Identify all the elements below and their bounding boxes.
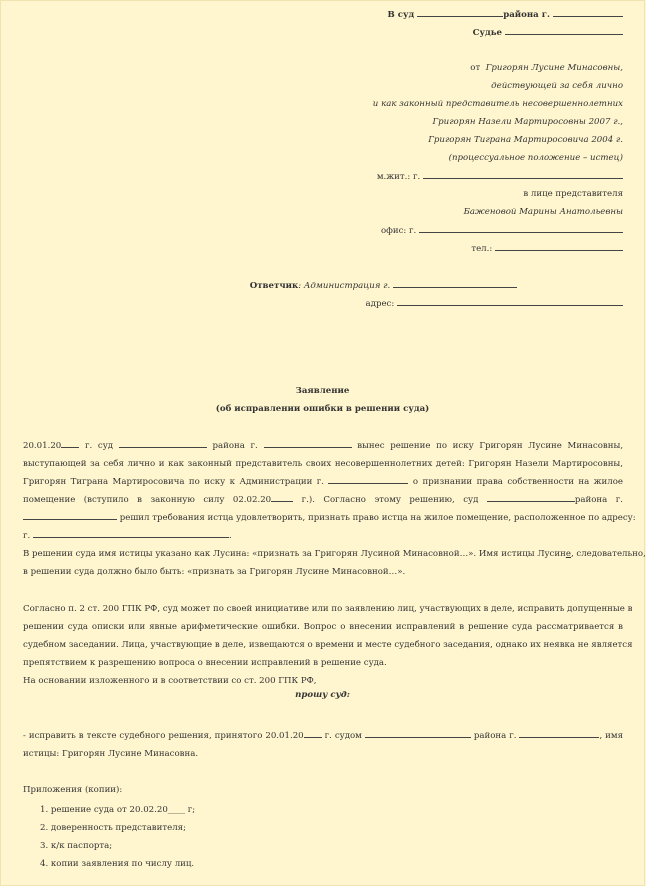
- plaintiff-status: (процессуальное положение – истец): [448, 153, 623, 163]
- doc-subtitle: (об исправлении ошибки в решении суда): [215, 404, 430, 414]
- legal-rep: и как законный представитель несовершеннолетних: [372, 99, 623, 109]
- represented-by: в лице представителя: [523, 189, 623, 199]
- paragraph-1: [23, 437, 646, 581]
- attachments-list: [40, 801, 195, 873]
- child1: Григорян Назели Мартиросовны 2007 г.,: [432, 117, 623, 127]
- p1-line1: 20.01.20 г. суд района г. вынес решение по иску Григорян Лусине Минасовны,: [23, 441, 624, 451]
- child2: Григорян Тиграна Мартиросовича 2004 г.: [428, 135, 623, 145]
- attachment-item: 3. к/к паспорта;: [40, 841, 113, 851]
- office-line: офис: г.: [381, 225, 623, 236]
- p1-line4: помещение (вступило в законную силу 02.02.20 г.). Согласно этому решению, суд района г.: [23, 495, 623, 505]
- phone-line: тел.:: [471, 243, 623, 254]
- from-line: от Григорян Лусине Минасовны,: [470, 63, 623, 73]
- p1-line7: В решении суда имя истицы указано как Лусина: «признать за Григорян Лусиной Минасовной…». Имя истицы Лусине, следовательно,: [23, 549, 646, 559]
- defendant-address: адрес:: [366, 298, 623, 309]
- acting-self: действующей за себя лично: [491, 81, 623, 91]
- attachment-item: 2. доверенность представителя;: [40, 823, 186, 833]
- doc-title: Заявление: [295, 386, 350, 396]
- p2-line4: препятствием к разрешению вопроса о внесении исправлений в решение суда.: [23, 658, 387, 668]
- residence-line: м.жит.: г.: [377, 171, 623, 182]
- to-judge-line: Судье: [473, 27, 623, 38]
- request-line1: - исправить в тексте судебного решения, принятого 20.01.20 г. судом района г. , имя: [23, 731, 623, 741]
- p1-line2: выступающей за себя лично и как законный представитель своих несовершеннолетних детей: Григорян Назели Мартиросовны,: [23, 459, 623, 469]
- defendant-line: Ответчик: Администрация г.: [250, 280, 517, 291]
- p2-line3: судебном заседании. Лица, участвующие в деле, извещаются о времени и месте судебного заседания, однако их неявка не является: [23, 640, 633, 650]
- representative-name: Баженовой Марины Анатольевны: [463, 207, 623, 217]
- paragraph-2: [23, 600, 633, 690]
- p2-line2: решении суда описки или явные арифметические ошибки. Вопрос о внесении исправлений в решение суда рассматривается в: [23, 622, 623, 632]
- to-court-line: В суд района г.: [387, 9, 623, 20]
- p1-line3: Григорян Тиграна Мартиросовича по иску к Администрации г. о признании права собственности на жилое: [23, 477, 624, 487]
- request-heading: прошу суд:: [295, 690, 350, 700]
- request-line2: истицы: Григорян Лусине Минасовна.: [23, 749, 199, 759]
- attachment-item: 4. копии заявления по числу лиц.: [40, 859, 195, 869]
- attachments-heading: Приложения (копии):: [23, 785, 123, 795]
- attachment-item: 1. решение суда от 20.02.20____ г;: [40, 805, 196, 815]
- p1-line8: в решении суда должно было быть: «признать за Григорян Лусине Минасовной…».: [23, 567, 406, 577]
- p2-line1: Согласно п. 2 ст. 200 ГПК РФ, суд может по своей инициативе или по заявлению лиц, участвующих в деле, исправить допущенные в: [23, 604, 633, 614]
- p1-line5: решил требования истца удовлетворить, признать право истца на жилое помещение, расположенное по адресу:: [23, 509, 623, 527]
- p2-line5: На основании изложенного и в соответствии со ст. 200 ГПК РФ,: [23, 676, 317, 686]
- p1-line6: г. .: [23, 531, 232, 541]
- request-block: [23, 727, 623, 763]
